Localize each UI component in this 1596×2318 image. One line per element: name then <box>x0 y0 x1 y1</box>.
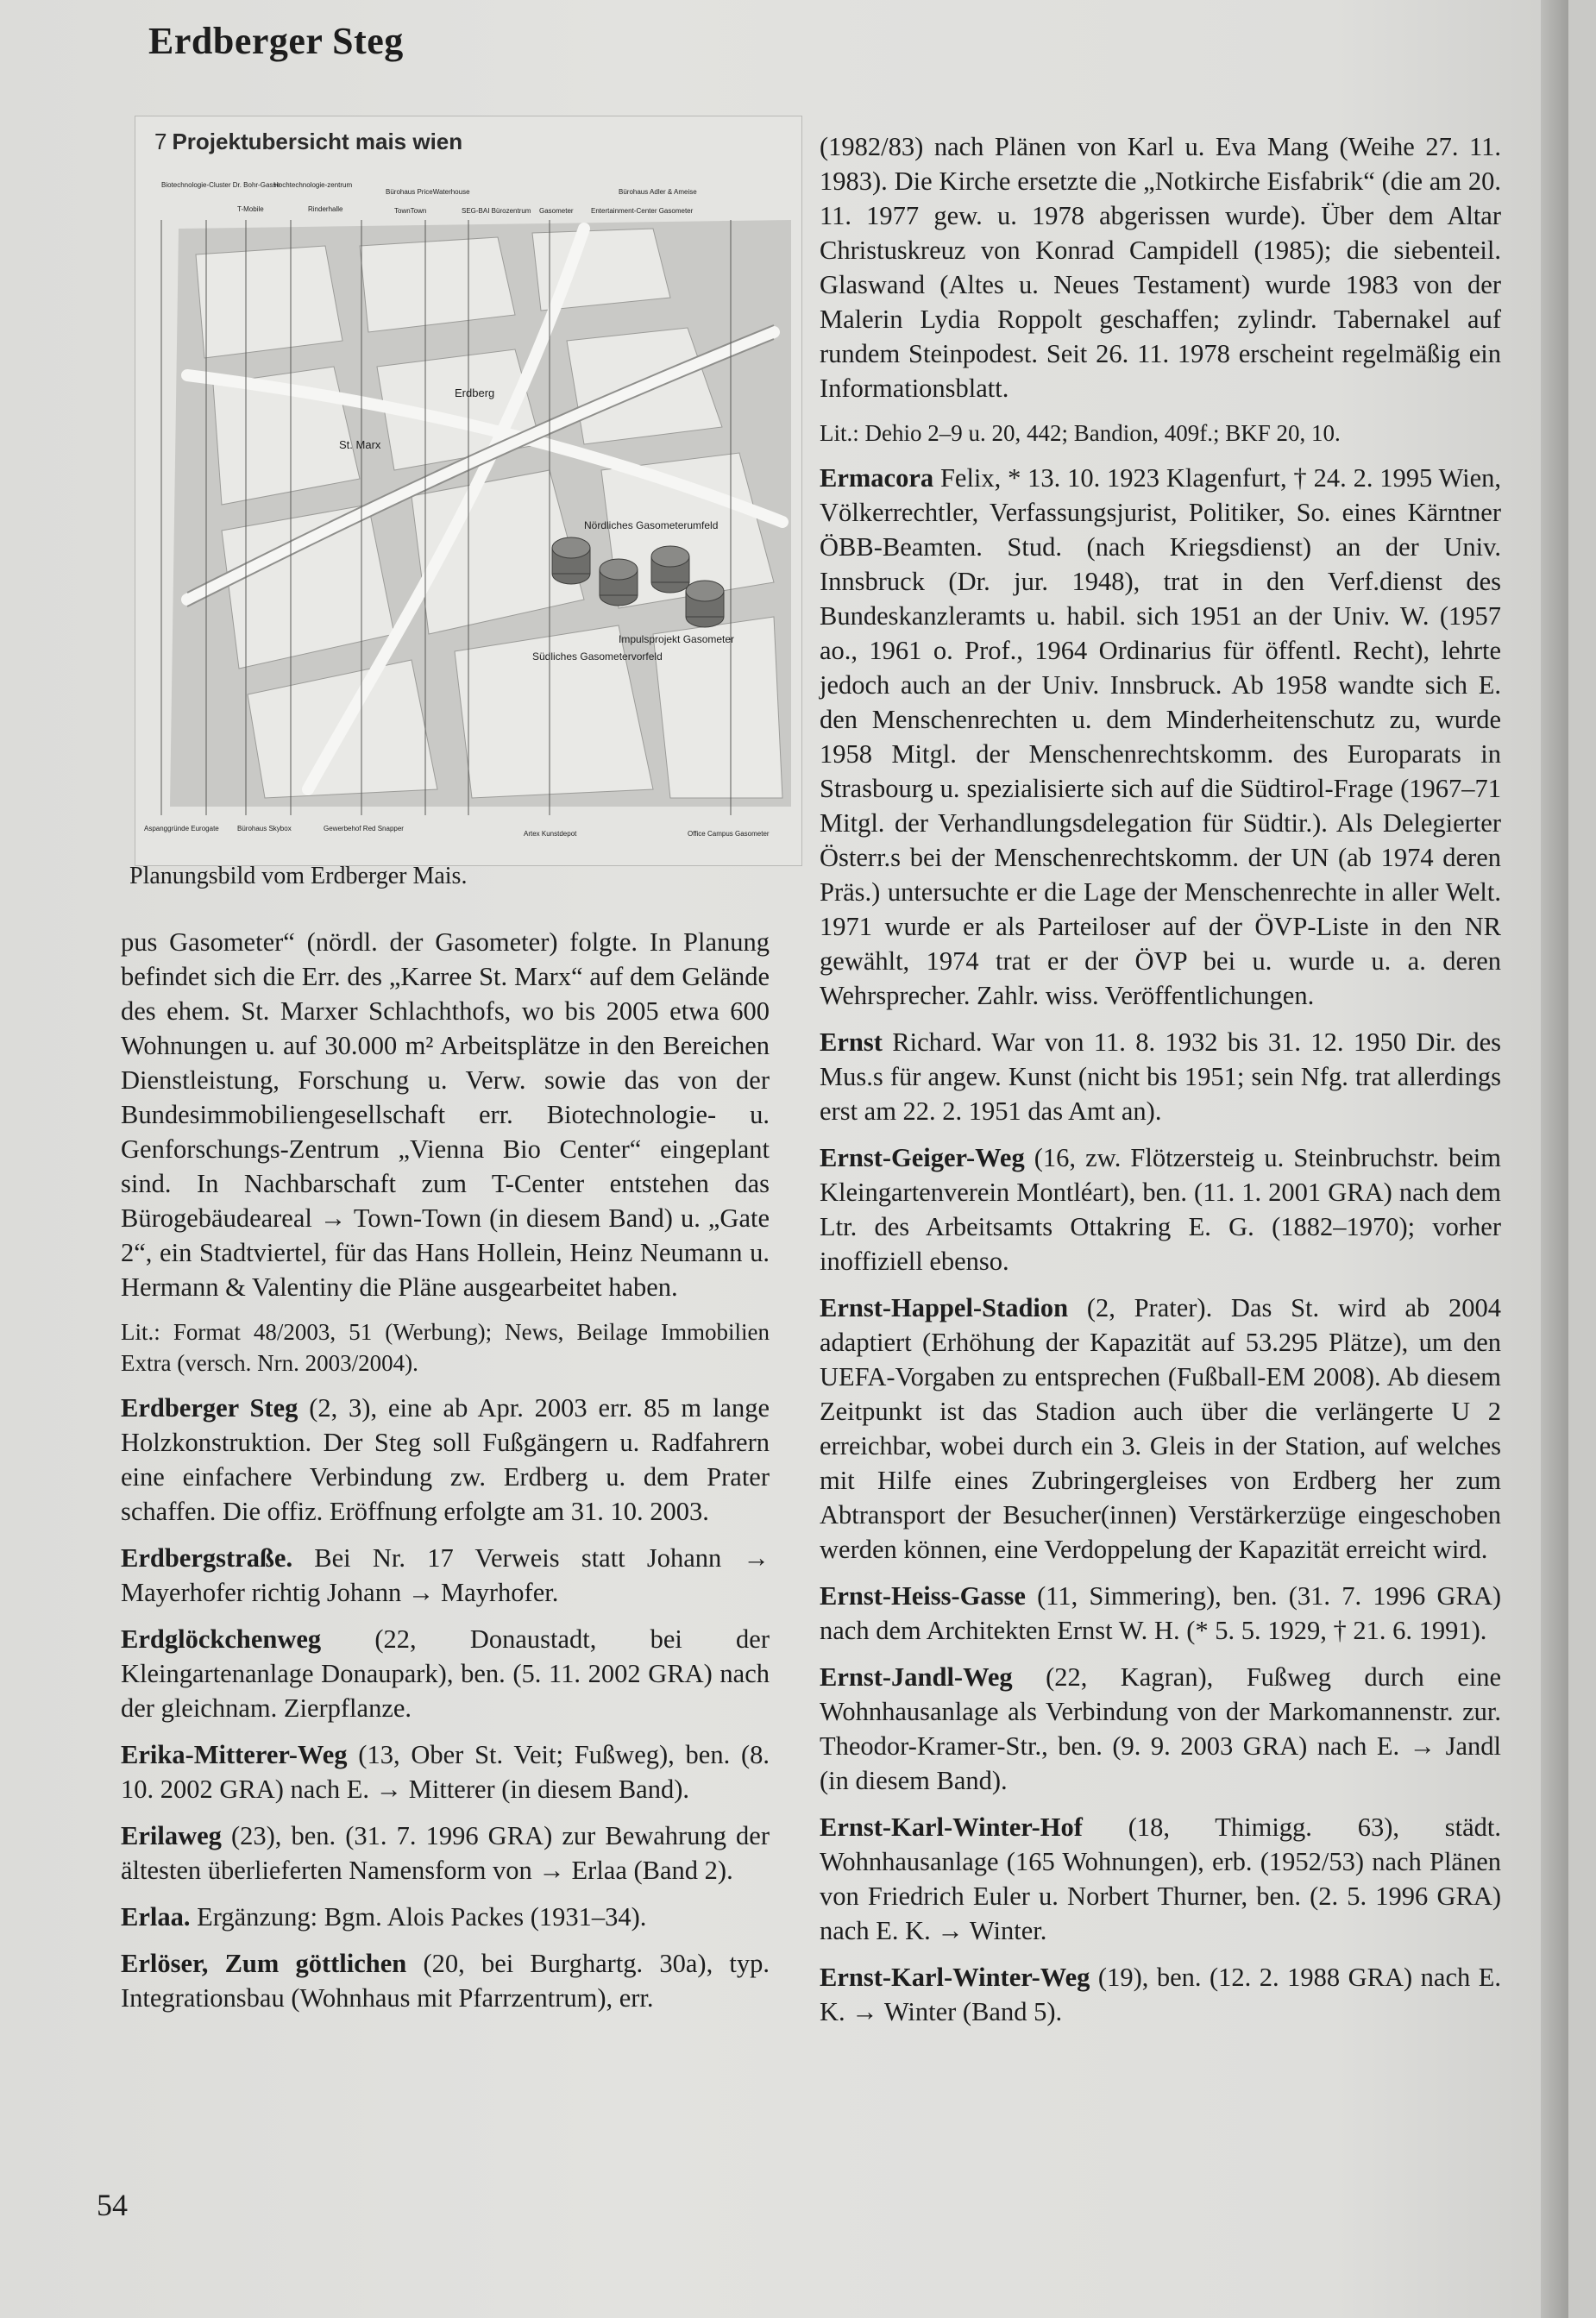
entry-text: (2, 3), eine ab Apr. 2003 err. 85 m lange Holzkonstruktion. Der Steg soll Fußgängern u. Radfahrern eine einfachere Verbindung zw. Erdberg u. dem Prater schaffen. Die offiz. Eröffnung erfolgte am 31. 10. 2003. <box>121 1393 770 1526</box>
entry-lemma: Ernst-Jandl-Weg <box>820 1662 1013 1692</box>
entry-lemma: Ernst-Heiss-Gasse <box>820 1581 1026 1611</box>
label-top-10: Entertainment-Center Gasometer <box>591 207 694 215</box>
entry-text: (23), ben. (31. 7. 1996 GRA) zur Bewahrung der ältesten überlieferten Namensform von → Erlaa (Band 2). <box>121 1821 770 1885</box>
entry-lemma: Ernst-Karl-Winter-Hof <box>820 1812 1083 1842</box>
entry-text: (20, bei Burghartg. 30a), typ. Integrationsbau (Wohnhaus mit Pfarrzentrum), err. <box>121 1949 770 2013</box>
entry-text: Ergänzung: Bgm. Alois Packes (1931–34). <box>190 1902 647 1932</box>
lexicon-entry <box>121 1946 770 2015</box>
figure-title-text: Projektubersicht mais wien <box>172 129 463 154</box>
entry-text: (16, zw. Flötzersteig u. Steinbruchstr. beim Kleingartenverein Montléart), ben. (11. 1. 2001 GRA) nach dem Ltr. des Arbeitsamts Ottakring E. G. (1882–1970); vorher inoffiziell ebenso. <box>820 1143 1501 1276</box>
label-impuls: Impulsprojekt Gasometer <box>619 633 735 645</box>
label-top-1: Biotechnologie-Cluster Dr. Bohr-Gasse <box>161 181 280 189</box>
label-top-2: Hochtechnologie-zentrum <box>273 181 353 189</box>
lexicon-entry <box>820 1960 1501 2029</box>
entry-lemma: Erlaa. <box>121 1902 191 1932</box>
label-erdberg: Erdberg <box>455 386 495 399</box>
label-bot-1: Aspanggründe Eurogate <box>144 825 219 832</box>
lexicon-entry <box>820 1660 1501 1798</box>
label-top-4: Rinderhalle <box>308 205 343 213</box>
entry-lemma: Erilaweg <box>121 1821 222 1850</box>
entry-text: (13, Ober St. Veit; Fußweg), ben. (8. 10. 2002 GRA) nach E. → Mitterer (in diesem Band). <box>121 1740 770 1804</box>
page-number: 54 <box>97 2188 128 2222</box>
entry-lemma: Ernst-Geiger-Weg <box>820 1143 1025 1172</box>
entry-text: pus Gasometer“ (nördl. der Gasometer) folgte. In Planung befindet sich die Err. des „Karree St. Marx“ auf dem Gelände des ehem. St. Marxer Schlachthofs, wo bis 2005 etwa 600 Wohnungen u. auf 30.000 m² Arbeitsplätze in den Bereichen Dienstleistung, Forschung u. Verw. sowie das von der Bundesimmobiliengesellschaft err. Biotechnologie- u. Genforschungs-Zentrum „Vienna Bio Center“ eingeplant sind. In Nachbarschaft zum T-Center entstehen das Bürogebäudeareal → Town-Town (in diesem Band) u. „Gate 2“, ein Stadtviertel, für das Hans Hollein, Heinz Neumann u. Hermann & Valentiny die Pläne ausgearbeitet haben. <box>121 927 770 1302</box>
label-sued-gasometer: Südliches Gasometervorfeld <box>532 650 663 663</box>
lexicon-entry <box>820 1810 1501 1948</box>
figure-title <box>154 129 462 155</box>
label-top-6: TownTown <box>394 207 427 215</box>
right-text-column <box>820 129 1501 2029</box>
entry-text: (22, Kagran), Fußweg durch eine Wohnhausanlage als Verbindung von der Markomannenstr. zur. Theodor-Kramer-Str., ben. (9. 9. 2003 GRA) nach E. → Jandl (in diesem Band). <box>820 1662 1501 1795</box>
entry-text: Felix, * 13. 10. 1923 Klagenfurt, † 24. 2. 1995 Wien, Völkerrechtler, Verfassungsjurist, Politiker, So. eines Kärntner ÖBB-Beamten. Stud. (nach Kriegsdienst) an der Univ. Innsbruck (Dr. jur. 1948), trat in den Verf.dienst des Bundeskanzleramts u. habil. sich 1951 an der Univ. W. (1957 ao., 1961 o. Prof., 1964 Ordinarius für öffentl. Recht), lehrte jedoch auch an der Univ. Innsbruck. Ab 1958 wandte sich E. den Menschenrechten u. dem Minderheitenschutz zu, wurde 1958 Mitgl. der Menschenrechtskomm. des Europarats in Strasbourg u. spezialisierte sich auf die Südtirol-Frage (1967–71 Mitgl. der Verhandlungsdelegation für Südtir.). Als Delegierter Österr.s bei der Menschenrechtskomm. der UN (ab 1974 deren Präs.) untersuchte er die Lage der Menschenrechte in aller Welt. 1971 wurde er als Parteiloser auf der ÖVP-Liste in den NR gewählt, 1974 trat er der ÖVP bei u. wurde u. a. deren Wehrsprecher. Zahlr. wiss. Veröffentlichungen. <box>820 463 1501 1010</box>
lexicon-entry <box>121 1541 770 1610</box>
label-top-7: SEG-BAI Bürozentrum <box>462 207 531 215</box>
lexicon-entry <box>121 1622 770 1725</box>
label-bot-4: Artex Kunstdepot <box>524 830 577 838</box>
entry-text: (11, Simmering), ben. (31. 7. 1996 GRA) nach dem Architekten Ernst W. H. (* 5. 5. 1929, † 21. 6. 1991). <box>820 1581 1501 1645</box>
page-edge-shadow <box>1541 0 1568 2318</box>
figure-caption: Planungsbild vom Erdberger Mais. <box>129 863 468 889</box>
label-bot-5: Office Campus Gasometer <box>688 830 770 838</box>
entry-text: (22, Donaustadt, bei der Kleingartenanlage Donaupark), ben. (5. 11. 2002 GRA) nach der gleichnam. Zierpflanze. <box>121 1624 770 1723</box>
label-bot-2: Bürohaus Skybox <box>237 825 292 832</box>
literature-note <box>820 418 1501 449</box>
lexicon-entry <box>820 1140 1501 1278</box>
lexicon-entry <box>121 1737 770 1806</box>
lexicon-entry <box>121 1900 770 1934</box>
label-top-8: Bürohaus Adler & Ameise <box>619 188 697 196</box>
figure-planning-map <box>135 116 802 866</box>
entry-lemma: Erdglöckchenweg <box>121 1624 322 1654</box>
lexicon-entry <box>121 1819 770 1888</box>
entry-lemma: Ernst <box>820 1027 883 1057</box>
label-top-5: Bürohaus PriceWaterhouse <box>386 188 470 196</box>
entry-lemma: Erdberger Steg <box>121 1393 298 1423</box>
entry-text: (19), ben. (12. 2. 1988 GRA) nach E. K. → Winter (Band 5). <box>820 1963 1501 2026</box>
entry-text: Lit.: Dehio 2–9 u. 20, 442; Bandion, 409f.; BKF 20, 10. <box>820 420 1341 446</box>
label-top-9: Gasometer <box>539 207 574 215</box>
entry-lemma: Ernst-Happel-Stadion <box>820 1293 1069 1322</box>
lexicon-entry <box>820 461 1501 1013</box>
lexicon-entry <box>121 1391 770 1529</box>
map-illustration <box>135 116 801 865</box>
entry-text: (1982/83) nach Plänen von Karl u. Eva Mang (Weihe 27. 11. 1983). Die Kirche ersetzte die „Notkirche Eisfabrik“ (die am 20. 11. 1977 gew. u. 1978 abgerissen wurde). Über dem Altar Christuskreuz von Konrad Campidell (1985); die siebenteil. Glaswand (Altes u. Neues Testament) wurde 1983 von der Malerin Lydia Roppolt geschaffen; zylindr. Tabernakel auf rundem Steinpodest. Seit 26. 11. 1978 erscheint regelmäßig ein Informationsblatt. <box>820 132 1501 403</box>
entry-lemma: Ernst-Karl-Winter-Weg <box>820 1963 1090 1992</box>
entry-lemma: Erlöser, Zum göttlichen <box>121 1949 407 1978</box>
left-text-column <box>121 925 770 2015</box>
entry-text: Bei Nr. 17 Verweis statt Johann → Mayerhofer richtig Johann → Mayrhofer. <box>121 1543 770 1607</box>
entry-text: (18, Thimigg. 63), städt. Wohnhausanlage (165 Wohnungen), erb. (1952/53) nach Plänen von Friedrich Euler u. Norbert Thurner, ben. (2. 5. 1996 GRA) nach E. K. → Winter. <box>820 1812 1501 1945</box>
label-nord-gasometer: Nördliches Gasometerumfeld <box>584 519 719 531</box>
figure-number: 7 <box>154 129 167 154</box>
lexicon-entry <box>820 1291 1501 1567</box>
entry-continuation <box>820 129 1501 405</box>
label-top-3: T-Mobile <box>237 205 264 213</box>
lexicon-entry <box>820 1579 1501 1648</box>
lexicon-entry <box>820 1025 1501 1128</box>
running-head: Erdberger Steg <box>148 20 404 62</box>
entry-lemma: Ermacora <box>820 463 934 493</box>
entry-text: Lit.: Format 48/2003, 51 (Werbung); News, Beilage Immobilien Extra (versch. Nrn. 2003/2004). <box>121 1319 770 1376</box>
label-bot-3: Gewerbehof Red Snapper <box>324 825 404 832</box>
entry-text: Richard. War von 11. 8. 1932 bis 31. 12. 1950 Dir. des Mus.s für angew. Kunst (nicht bis 1951; sein Nfg. trat allerdings erst am 22. 2. 1951 das Amt an). <box>820 1027 1501 1126</box>
entry-continuation <box>121 925 770 1304</box>
literature-note <box>121 1316 770 1379</box>
entry-lemma: Erika-Mitterer-Weg <box>121 1740 348 1769</box>
entry-text: (2, Prater). Das St. wird ab 2004 adaptiert (Erhöhung der Kapazität auf 53.295 Plätze), um den UEFA-Vorgaben zu entsprechen (Fußball-EM 2008). Ab diesem Zeitpunkt ist das Stadion auch über die verlängerte U 2 erreichbar, wobei durch ein 3. Gleis in der Station, auf welches mit Hilfe eines Zubringergleises von Erdberg her zum Abtransport der Besucher(innen) Verstärkerzüge eingeschoben werden können, eine Verdoppelung der Kapazität erreicht wird. <box>820 1293 1501 1564</box>
entry-lemma: Erdbergstraße. <box>121 1543 293 1573</box>
label-st-marx: St. Marx <box>339 438 381 451</box>
